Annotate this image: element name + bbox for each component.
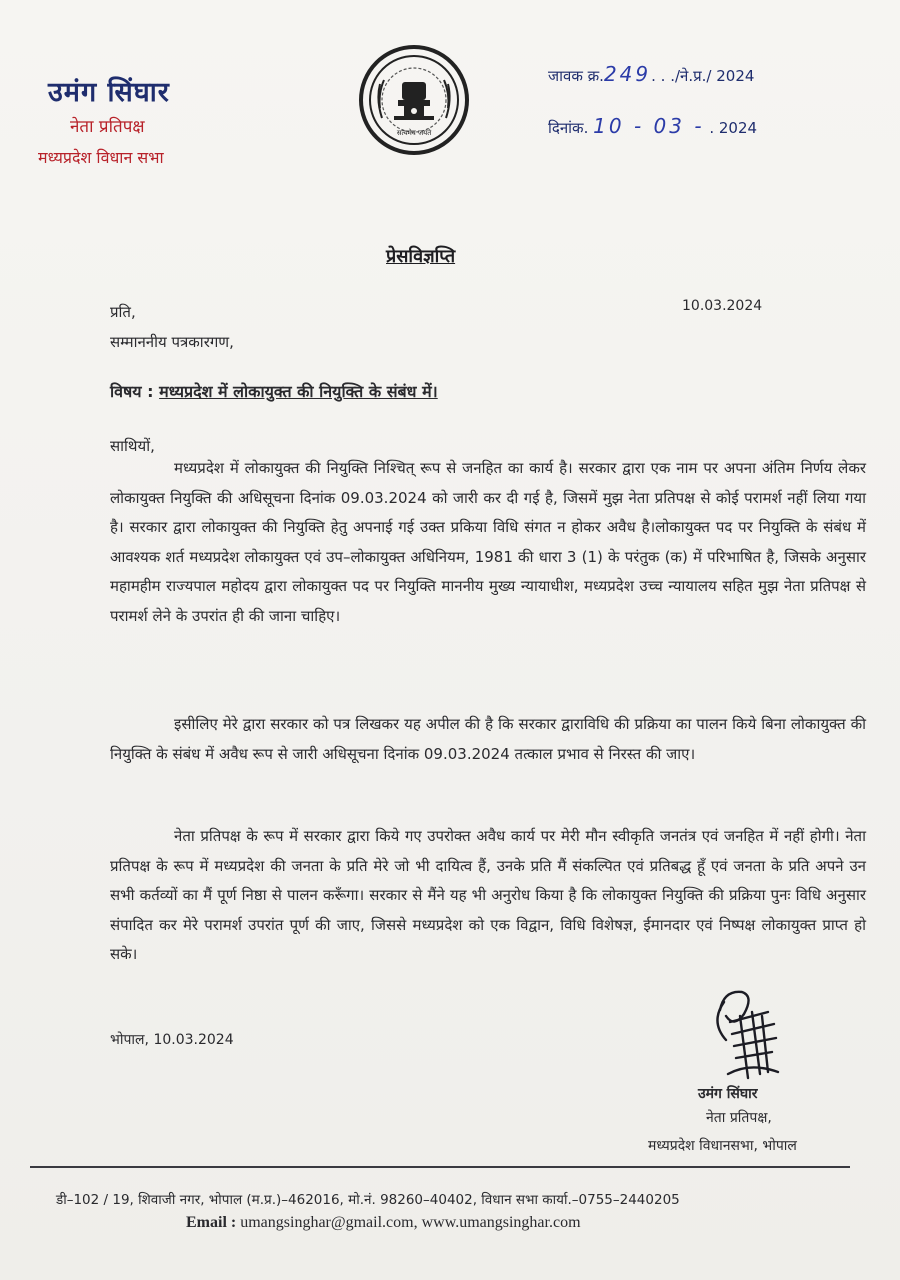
letter-date <box>548 114 757 138</box>
footer-address: डी–102 / 19, शिवाजी नगर, भोपाल (म.प्र.)–462016, मो.नं. 98260–40402, विधान सभा कार्या.–0755–2440205 <box>56 1192 680 1208</box>
ref-number-handwritten: 249 <box>603 62 652 86</box>
date-prefix: दिनांक. <box>548 119 589 137</box>
salutation: साथियों, <box>110 437 155 455</box>
press-date: 10.03.2024 <box>682 298 763 314</box>
mp-vidhan-sabha-emblem-icon <box>354 44 474 156</box>
subject-line <box>110 380 438 402</box>
ref-suffix: . . ./ने.प्र./ 2024 <box>651 67 755 85</box>
subject-label: विषय : <box>110 382 154 401</box>
sender-org: मध्यप्रदेश विधान सभा <box>38 148 164 167</box>
date-suffix: . 2024 <box>709 119 758 137</box>
date-handwritten: 10 - 03 - <box>593 114 705 138</box>
email-label: Email : <box>186 1214 237 1231</box>
footer-divider <box>30 1166 850 1168</box>
reference-number <box>548 62 754 86</box>
handwritten-signature-icon <box>690 982 800 1090</box>
email-and-website: umangsinghar@gmail.com, www.umangsinghar.com <box>240 1214 581 1231</box>
signatory-name: उमंग सिंघार <box>698 1086 758 1102</box>
signatory-role: नेता प्रतिपक्ष, <box>706 1110 772 1126</box>
body-paragraph-3: नेता प्रतिपक्ष के रूप में सरकार द्वारा किये गए उपरोक्त अवैध कार्य पर मेरी मौन स्वीकृति जनतंत्र एवं जनहित में नहीं होगी। नेता प्रतिपक्ष के रूप में मध्यप्रदेश की जनता के प्रति मेरे जो भी दायित्व हैं, उनके प्रति मैं संकल्पित एवं प्रतिबद्ध हूँ एवं जनता के प्रति अपने उन सभी कर्तव्यों का मैं पूर्ण निष्ठा से पालन करूँगा। सरकार से मैंने यह भी अनुरोध किया है कि लोकायुक्त नियुक्ति की प्रक्रिया पुनः विधि अनुसार संपादित कर मेरे परामर्श उपरांत पूर्ण की जाए, जिससे मध्यप्रदेश को एक विद्वान, विधि विशेषज्ञ, ईमानदार एवं निष्पक्ष लोकायुक्त प्राप्त हो सके। <box>110 827 866 963</box>
sender-name: उमंग सिंघार <box>48 77 170 108</box>
signatory-org: मध्यप्रदेश विधानसभा, भोपाल <box>648 1138 797 1154</box>
ref-prefix: जावक क्र. <box>548 67 604 85</box>
recipient: सम्माननीय पत्रकारगण, <box>110 333 234 351</box>
body-paragraph-2: इसीलिए मेरे द्वारा सरकार को पत्र लिखकर यह अपील की है कि सरकार द्वाराविधि की प्रक्रिया का पालन किये बिना लोकायुक्त की नियुक्ति के संबंध में अवैध रूप से जारी अधिसूचना दिनांक 09.03.2024 तत्काल प्रभाव से निरस्त की जाए। <box>110 715 866 763</box>
subject-text: मध्यप्रदेश में लोकायुक्त की नियुक्ति के संबंध में। <box>159 382 438 401</box>
footer-contact <box>186 1214 581 1232</box>
body-paragraph-1: मध्यप्रदेश में लोकायुक्त की नियुक्ति निश्चित् रूप से जनहित का कार्य है। सरकार द्वारा एक नाम पर अपना अंतिम निर्णय लेकर लोकायुक्त नियुक्ति की अधिसूचना दिनांक 09.03.2024 को जारी कर दी गई है, जिसमें मुझ नेता प्रतिपक्ष से कोई परामर्श नहीं लिया गया है। सरकार द्वारा लोकायुक्त की नियुक्ति हेतु अपनाई गई उक्त प्रकिया विधि संगत न होकर अवैध है।लोकायुक्त पद पर नियुक्ति के संबंध में आवश्यक शर्त मध्यप्रदेश लोकायुक्त एवं उप–लोकायुक्त अधिनियम, 1981 की धारा 3 (1) के परंतुक (क) में परिभाषित है, जिसके अनुसार महामहीम राज्यपाल महोदय द्वारा लोकायुक्त पद पर नियुक्ति माननीय मुख्य न्यायाधीश, मध्यप्रदेश उच्च न्यायालय सहित मुझ नेता प्रतिपक्ष से परामर्श लेने के उपरांत ही की जाना चाहिए। <box>110 459 866 625</box>
document-heading: प्रेसविज्ञप्ति <box>386 246 456 267</box>
recipient-prefix: प्रति, <box>110 303 136 321</box>
emblem-motto: सत्यमेव जयते <box>396 129 432 137</box>
sender-role: नेता प्रतिपक्ष <box>70 117 145 137</box>
place-and-date: भोपाल, 10.03.2024 <box>110 1032 234 1048</box>
